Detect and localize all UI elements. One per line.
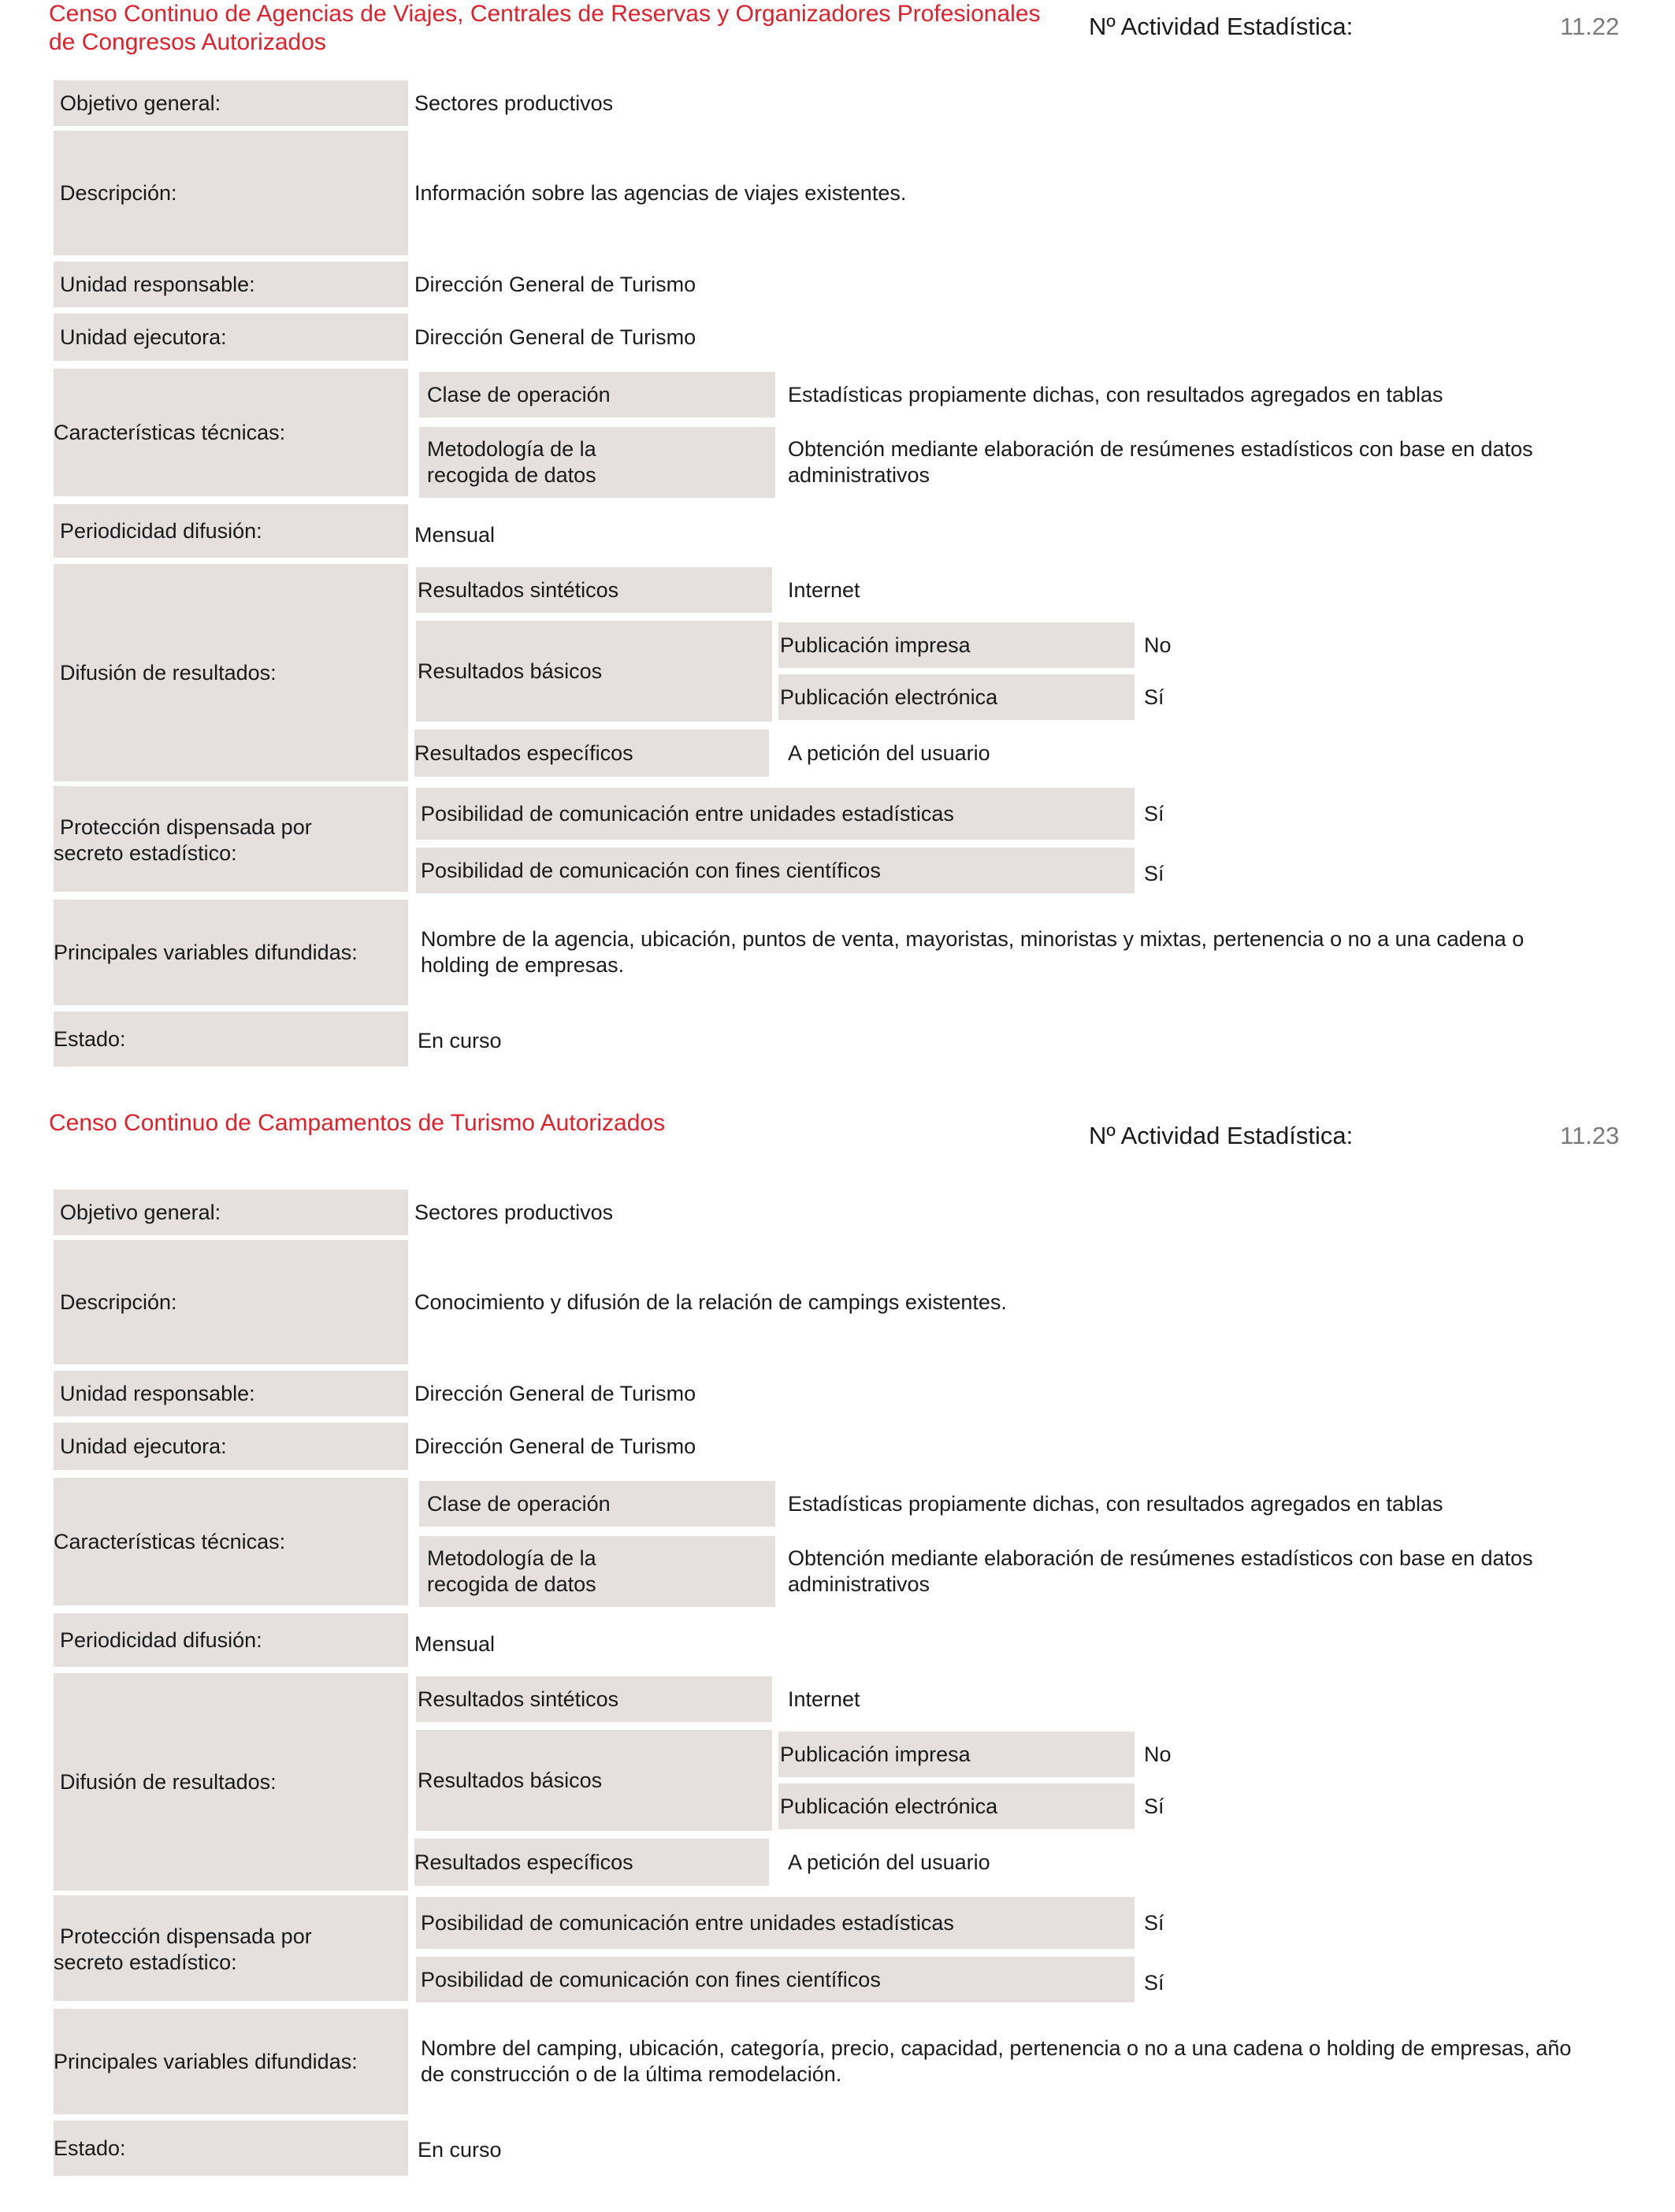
activity-title: Censo Continuo de Campamentos de Turismo Autorizados [49,1110,666,1136]
metodologia-label: Metodología de la recogida de datos [419,1536,775,1607]
resultados-basicos-label: Resultados básicos [416,1730,772,1831]
estado-label: Estado: [54,1011,408,1067]
activity-number-label: Nº Actividad Estadística: [1089,1122,1354,1149]
comunicacion-unidades-label: Posibilidad de comunicación entre unidades estadísticas [416,788,1135,840]
publicacion-impresa-value: No [1144,633,1172,657]
resultados-especificos-label: Resultados específicos [414,1839,769,1886]
resultados-especificos-value: A petición del usuario [788,740,990,765]
comunicacion-cientificos-label: Posibilidad de comunicación con fines científicos [416,1957,1135,2002]
periodicidad-value: Mensual [414,522,496,547]
metodologia-label: Metodología de la recogida de datos [419,427,775,498]
comunicacion-unidades-value: Sí [1144,801,1164,826]
clase-operacion-value: Estadísticas propiamente dichas, con resultados agregados en tablas [788,1491,1443,1516]
caracteristicas-label: Características técnicas: [54,369,408,496]
publicacion-impresa-label: Publicación impresa [778,1731,1135,1777]
publicacion-electronica-value: Sí [1144,685,1164,709]
publicacion-electronica-value: Sí [1144,1794,1164,1818]
descripcion-value: Conocimiento y difusión de la relación de campings existentes. [414,1290,1007,1314]
descripcion-value: Información sobre las agencias de viajes existentes. [414,180,907,205]
unidad-ejecutora-value: Dirección General de Turismo [414,1434,696,1458]
activity-number-label: Nº Actividad Estadística: [1089,13,1354,40]
variables-value: Nombre del camping, ubicación, categoría, precio, capacidad, pertenencia o no a una cadena o holding de empresas, año de construcción o de la última remodelación. [421,2036,1572,2086]
publicacion-impresa-label: Publicación impresa [778,622,1135,668]
statistical-activity-record [0,0,1675,1103]
difusion-label: Difusión de resultados: [54,1673,408,1891]
descripcion-label: Descripción: [54,1240,408,1364]
estado-value: En curso [418,1028,502,1052]
statistical-activity-record [0,1109,1675,2212]
metodologia-value: Obtención mediante elaboración de resúmenes estadísticos con base en datos administrativos [788,437,1533,487]
clase-operacion-label: Clase de operación [419,372,775,418]
periodicidad-value: Mensual [414,1631,496,1656]
comunicacion-unidades-value: Sí [1144,1910,1164,1935]
clase-operacion-label: Clase de operación [419,1481,775,1527]
caracteristicas-label: Características técnicas: [54,1478,408,1605]
unidad-responsable-value: Dirección General de Turismo [414,1381,696,1405]
periodicidad-label: Periodicidad difusión: [54,504,408,558]
descripcion-label: Descripción: [54,131,408,255]
metodologia-value: Obtención mediante elaboración de resúmenes estadísticos con base en datos administrativos [788,1546,1533,1596]
comunicacion-cientificos-value: Sí [1144,861,1164,885]
resultados-especificos-value: A petición del usuario [788,1850,990,1874]
resultados-sinteticos-label: Resultados sintéticos [416,1676,772,1722]
unidad-ejecutora-value: Dirección General de Turismo [414,325,696,349]
clase-operacion-value: Estadísticas propiamente dichas, con resultados agregados en tablas [788,382,1443,406]
objetivo-label: Objetivo general: [54,1190,408,1235]
comunicacion-cientificos-value: Sí [1144,1970,1164,1995]
comunicacion-unidades-label: Posibilidad de comunicación entre unidades estadísticas [416,1897,1135,1949]
objetivo-label: Objetivo general: [54,80,408,126]
publicacion-electronica-label: Publicación electrónica [778,674,1135,720]
objetivo-value: Sectores productivos [414,91,614,115]
resultados-sinteticos-value: Internet [788,577,860,602]
difusion-label: Difusión de resultados: [54,564,408,781]
periodicidad-label: Periodicidad difusión: [54,1613,408,1667]
proteccion-label: Protección dispensada por secreto estadístico: [54,786,408,892]
unidad-ejecutora-label: Unidad ejecutora: [54,1423,408,1470]
publicacion-impresa-value: No [1144,1742,1172,1766]
activity-number: 11.23 [1560,1122,1620,1149]
estado-label: Estado: [54,2121,408,2176]
publicacion-electronica-label: Publicación electrónica [778,1783,1135,1829]
resultados-sinteticos-value: Internet [788,1687,860,1711]
proteccion-label: Protección dispensada por secreto estadístico: [54,1895,408,2001]
resultados-basicos-label: Resultados básicos [416,621,772,722]
unidad-responsable-value: Dirección General de Turismo [414,272,696,296]
estado-value: En curso [418,2137,502,2162]
variables-label: Principales variables difundidas: [54,2009,408,2114]
unidad-ejecutora-label: Unidad ejecutora: [54,314,408,361]
activity-number: 11.22 [1560,13,1620,40]
activity-title: Censo Continuo de Agencias de Viajes, Centrales de Reservas y Organizadores Profesionales de Congresos Autorizados [49,1,1041,55]
comunicacion-cientificos-label: Posibilidad de comunicación con fines científicos [416,848,1135,893]
variables-label: Principales variables difundidas: [54,900,408,1005]
unidad-responsable-label: Unidad responsable: [54,1371,408,1416]
resultados-especificos-label: Resultados específicos [414,729,769,777]
unidad-responsable-label: Unidad responsable: [54,262,408,307]
objetivo-value: Sectores productivos [414,1200,614,1224]
resultados-sinteticos-label: Resultados sintéticos [416,567,772,613]
variables-value: Nombre de la agencia, ubicación, puntos de venta, mayoristas, minoristas y mixtas, pertenencia o no a una cadena o holding de empresas. [421,927,1525,977]
